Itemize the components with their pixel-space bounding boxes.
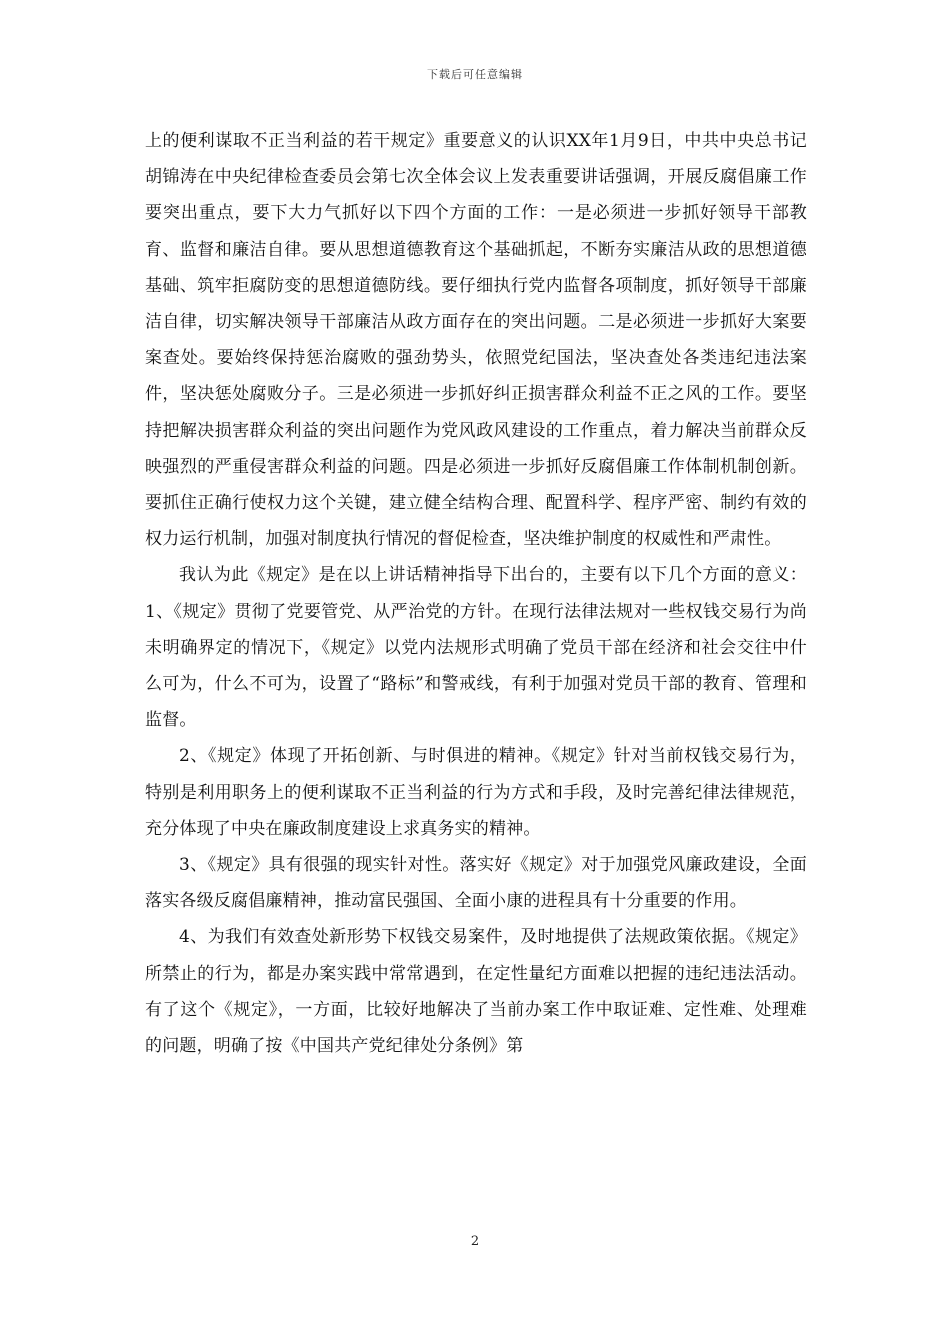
paragraph-5: 4、为我们有效查处新形势下权钱交易案件，及时地提供了法规政策依据。《规定》所禁止的行为，都是办案实践中常常遇到，在定性量纪方面难以把握的违纪违法活动。有了这个《规定》，一方面，比较好地解决了当前办案工作中取证难、定性难、处理难的问题，明确了按《中国共产党纪律处分条例》第 — [145, 927, 807, 1057]
paragraph-2: 我认为此《规定》是在以上讲话精神指导下出台的，主要有以下几个方面的意义：1、《规定》贯彻了党要管党、从严治党的方针。在现行法律法规对一些权钱交易行为尚未明确界定的情况下，《规定》以党内法规形式明确了党员干部在经济和社会交往中什么可为，什么不可为，设置了“路标”和警戒线，有利于加强对党员干部的教育、管理和监督。 — [145, 565, 807, 731]
paragraph-3: 2、《规定》体现了开拓创新、与时俱进的精神。《规定》针对当前权钱交易行为，特别是利用职务上的便利谋取不正当利益的行为方式和手段，及时完善纪律法律规范，充分体现了中央在廉政制度建设上求真务实的精神。 — [145, 746, 807, 839]
paragraph-1: 上的便利谋取不正当利益的若干规定》重要意义的认识XX年1月9日，中共中央总书记胡锦涛在中央纪律检查委员会第七次全体会议上发表重要讲话强调，开展反腐倡廉工作要突出重点，要下大力气抓好以下四个方面的工作：一是必须进一步抓好领导干部教育、监督和廉洁自律。要从思想道德教育这个基础抓起，不断夯实廉洁从政的思想道德基础、筑牢拒腐防变的思想道德防线。要仔细执行党内监督各项制度，抓好领导干部廉洁自律，切实解决领导干部廉洁从政方面存在的突出问题。二是必须进一步抓好大案要案查处。要始终保持惩治腐败的强劲势头，依照党纪国法，坚决查处各类违纪违法案件，坚决惩处腐败分子。三是必须进一步抓好纠正损害群众利益不正之风的工作。要坚持把解决损害群众利益的突出问题作为党风政风建设的工作重点，着力解决当前群众反映强烈的严重侵害群众利益的问题。四是必须进一步抓好反腐倡廉工作体制机制创新。要抓住正确行使权力这个关键，建立健全结构合理、配置科学、程序严密、制约有效的权力运行机制，加强对制度执行情况的督促检查，坚决维护制度的权威性和严肃性。 — [145, 131, 807, 550]
document-body — [145, 123, 807, 1064]
paragraph-4: 3、《规定》具有很强的现实针对性。落实好《规定》对于加强党风廉政建设，全面落实各级反腐倡廉精神，推动富民强国、全面小康的进程具有十分重要的作用。 — [145, 855, 807, 912]
page-header: 下载后可任意编辑 — [427, 68, 523, 81]
page-number: 2 — [470, 1234, 480, 1249]
